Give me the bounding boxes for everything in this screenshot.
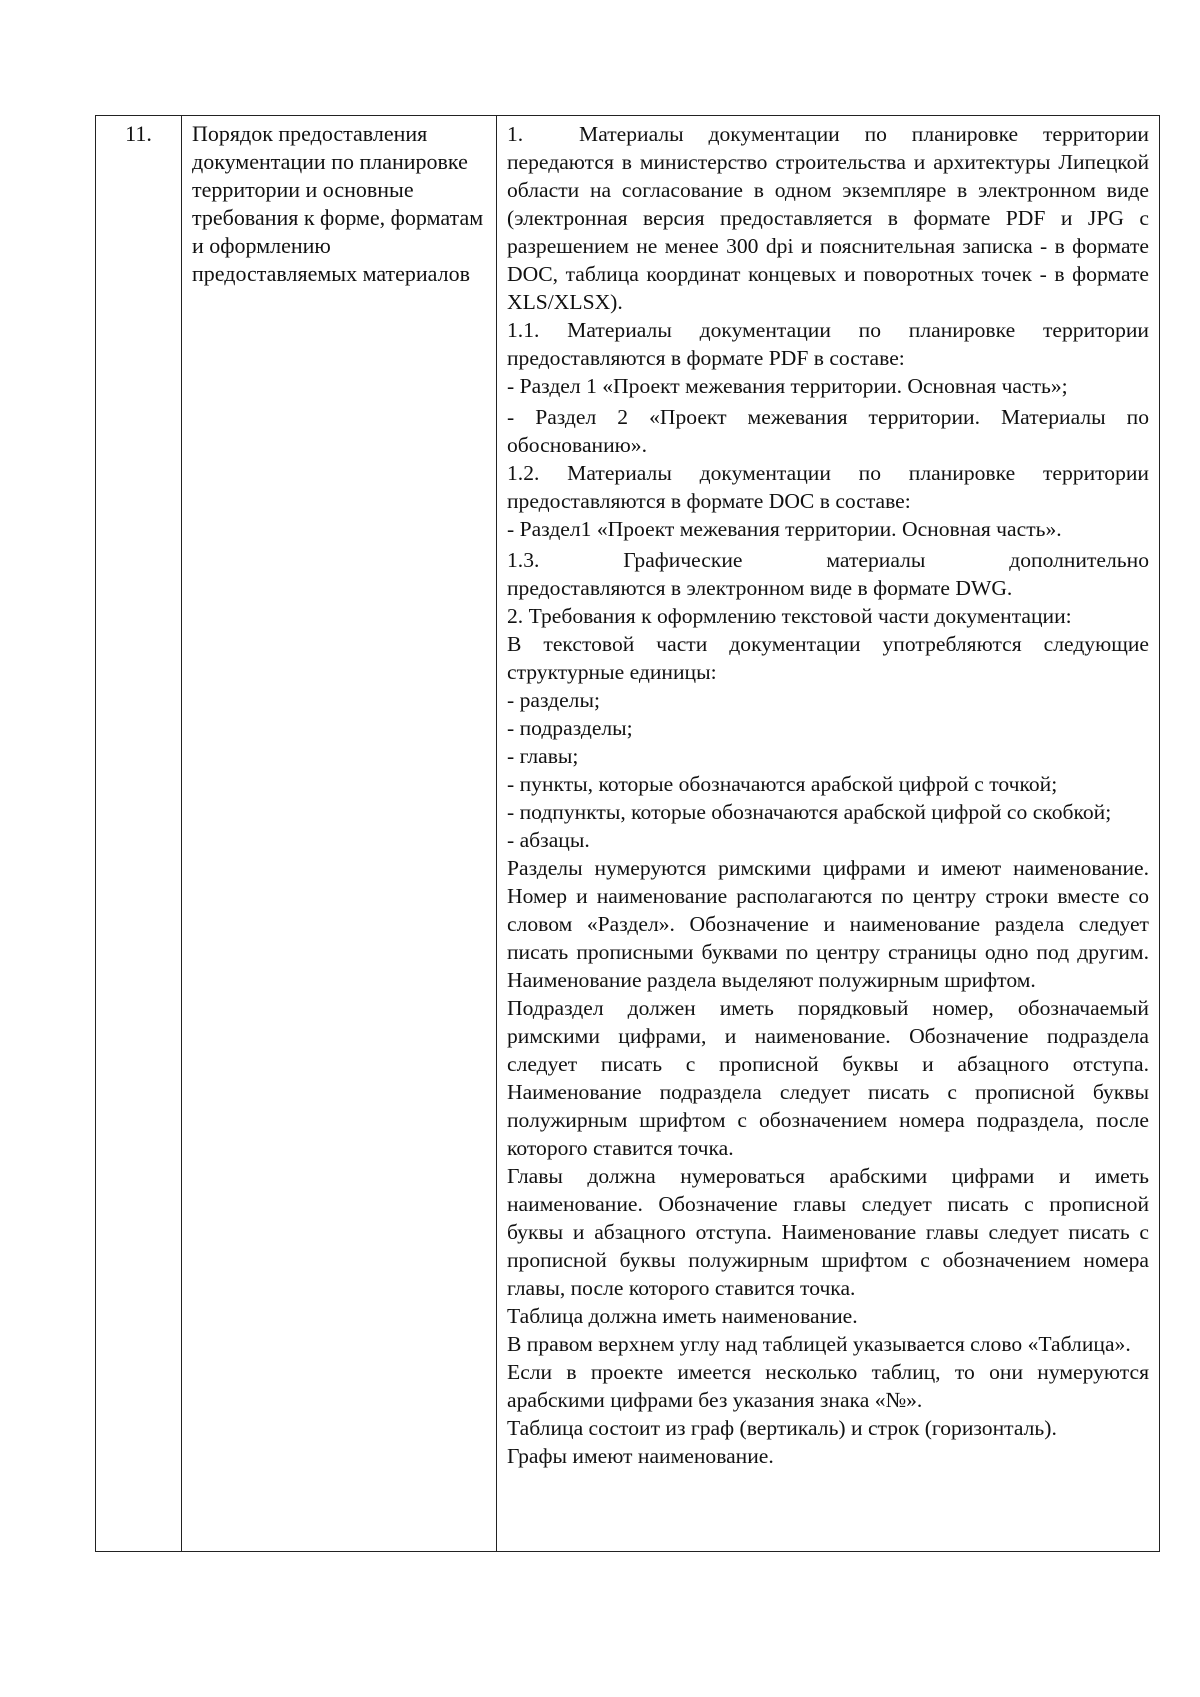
item-1-1-a: - Раздел 1 «Проект межевания территории. Основная часть»; [507,374,1068,398]
item-1-3-line-1: 1.3. Графические материалы дополнительно [507,548,1149,572]
item-1-text: Материалы документации по планировке территории передаются в министерство строительства и архитектуры Липецкой области на согласование в одном экземпляре в электронном виде (электронная версия предоставляется в формате PDF и JPG с разрешением не менее 300 dpi и пояснительная записка - в формате DOC, таблица координат концевых и поворотных точек - в формате XLS/XLSX). [507,122,1149,314]
item-1-2: 1.2. Материалы документации по планировке территории предоставляются в формате DOC в составе: [507,461,1149,513]
table-structure-paragraph: Таблица состоит из граф (вертикаль) и строк (горизонталь). [507,1416,1057,1440]
list-item: - пункты, которые обозначаются арабской цифрой с точкой; [507,772,1058,796]
list-item: - подразделы; [507,716,633,740]
columns-named-paragraph: Графы имеют наименование. [507,1444,774,1468]
row-content [497,116,1160,1552]
table-row [96,116,1160,1552]
subsections-paragraph: Подраздел должен иметь порядковый номер, обозначаемый римскими цифрами, и наименование. Обозначение подраздела следует писать с прописной буквы и абзацного отступа. Наименование подраздела следует писать с прописной буквы полужирным шрифтом с обозначением номера подраздела, после которого ставится точка. [507,996,1149,1160]
item-1-2-a: - Раздел1 «Проект межевания территории. Основная часть». [507,517,1062,541]
item-1-number: 1. [507,122,524,146]
item-1-1-b: - Раздел 2 «Проект межевания территории. Материалы по обоснованию». [507,405,1149,457]
list-item: - абзацы. [507,828,590,852]
row-number: 11. [96,116,182,1552]
row-label: Порядок предоставления документации по планировке территории и основные требования к форме, форматам и оформлению предоставляемых материалов [182,116,497,1552]
sections-paragraph: Разделы нумеруются римскими цифрами и имеют наименование. Номер и наименование располагаются по центру строки вместе со словом «Раздел». Обозначение и наименование раздела следует писать прописными буквами по центру страницы одно под другим. Наименование раздела выделяют полужирным шрифтом. [507,856,1149,992]
list-item: - подпункты, которые обозначаются арабской цифрой со скобкой; [507,800,1112,824]
structure-intro: В текстовой части документации употребляются следующие структурные единицы: [507,632,1149,684]
item-1-3-line-2: предоставляются в электронном виде в формате DWG. [507,576,1013,600]
list-item: - разделы; [507,688,600,712]
requirements-table [95,115,1160,1552]
chapters-paragraph: Главы должна нумероваться арабскими цифрами и иметь наименование. Обозначение главы следует писать с прописной буквы и абзацного отступа. Наименование главы следует писать с прописной буквы полужирным шрифтом с обозначением номера главы, после которого ставится точка. [507,1164,1149,1300]
tables-numbering-paragraph: Если в проекте имеется несколько таблиц, то они нумеруются арабскими цифрами без указания знака «№». [507,1360,1149,1412]
list-item: - главы; [507,744,579,768]
table-word-paragraph: В правом верхнем углу над таблицей указывается слово «Таблица». [507,1332,1131,1356]
table-name-paragraph: Таблица должна иметь наименование. [507,1304,858,1328]
item-2: 2. Требования к оформлению текстовой части документации: [507,604,1072,628]
item-1 [507,120,1149,316]
item-1-1: 1.1. Материалы документации по планировке территории предоставляются в формате PDF в составе: [507,318,1149,370]
